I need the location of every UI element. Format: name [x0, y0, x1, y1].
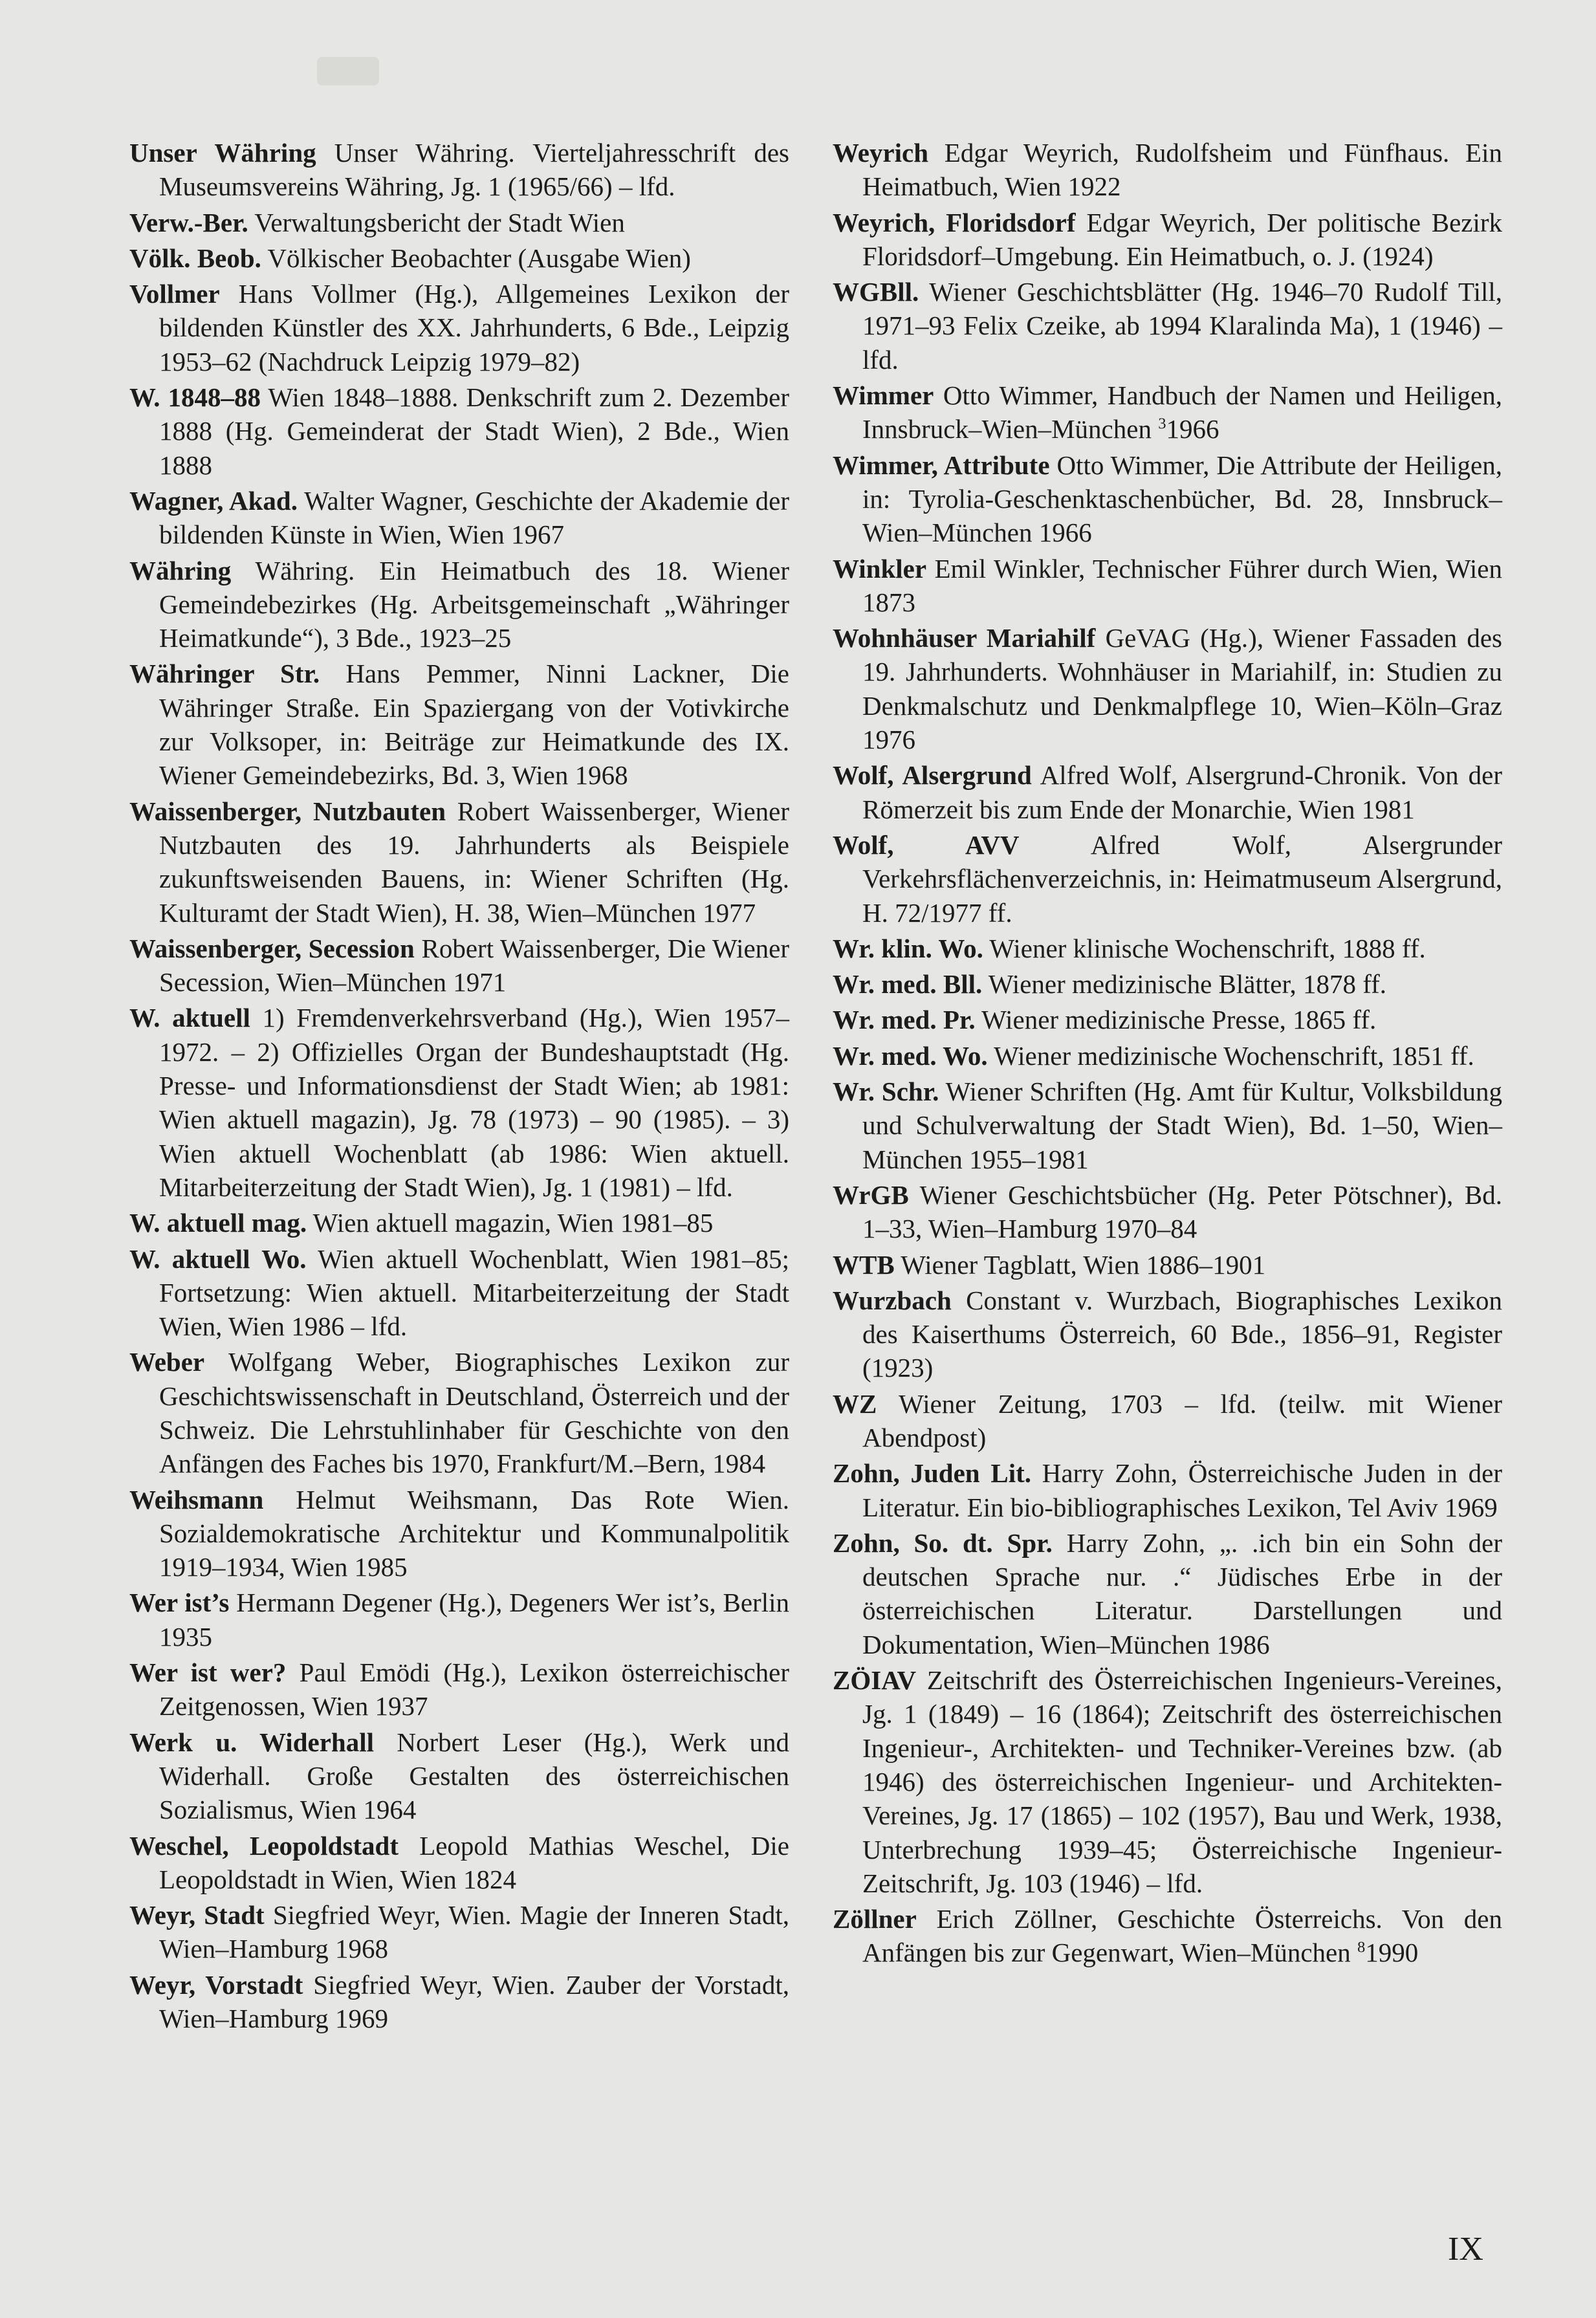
entry-text: Wiener Zeitung, 1703 – lfd. (teilw. mit Wiener Abendpost) [862, 1388, 1502, 1452]
bibliography-entry [129, 1206, 789, 1240]
entry-abbreviation: Weihsmann [129, 1484, 264, 1514]
entry-text: Wiener Tagblatt, Wien 1886–1901 [901, 1249, 1266, 1280]
bibliography-entry [129, 1656, 789, 1723]
bibliography-entry [833, 1284, 1502, 1385]
bibliography-entry [833, 1456, 1502, 1524]
entry-abbreviation: Wer ist’s [129, 1588, 230, 1618]
entry-text: Verwaltungsbericht der Stadt Wien [254, 207, 625, 237]
entry-text: Emil Winkler, Technischer Führer durch Wien, Wien 1873 [862, 553, 1502, 617]
bibliography-entry [833, 758, 1502, 826]
entry-abbreviation: Weyr, Stadt [129, 1900, 265, 1930]
bibliography-entry [129, 1483, 789, 1584]
entry-text: Unser Währing. Vierteljahresschrift des Museumsvereins Währing, Jg. 1 (1965/66) – lfd. [159, 138, 789, 202]
entry-abbreviation: Wolf, Alsergrund [833, 760, 1032, 791]
entry-text: Siegfried Weyr, Wien. Magie der Inneren Stadt, Wien–Hamburg 1968 [159, 1900, 790, 1964]
entry-abbreviation: Waissenberger, Nutzbauten [129, 796, 446, 826]
bibliography-entry [833, 275, 1502, 377]
entry-year: 1990 [1365, 1938, 1419, 1968]
entry-text: Otto Wimmer, Handbuch der Namen und Heiligen, Innsbruck–Wien–München [862, 380, 1502, 444]
entry-abbreviation: Wohnhäuser Mariahilf [833, 623, 1096, 653]
bibliography-entry [129, 1345, 789, 1480]
bibliography-entry [129, 1242, 789, 1344]
entry-abbreviation: Wr. med. Pr. [833, 1005, 976, 1035]
bibliography-entry [833, 1075, 1502, 1176]
bibliography-entry [129, 794, 789, 930]
bibliography-entry [129, 657, 789, 792]
bibliography-entry [129, 1001, 789, 1204]
bibliography-entry [129, 554, 789, 655]
entry-abbreviation: WTB [833, 1249, 895, 1280]
entry-abbreviation: Völk. Beob. [129, 243, 261, 273]
entry-text: Constant v. Wurzbach, Biographisches Lexikon des Kaiserthums Österreich, 60 Bde., 1856–91, Register (1923) [862, 1285, 1502, 1383]
bibliography-entry [833, 448, 1502, 550]
entry-abbreviation: Weyrich [833, 138, 929, 168]
entry-abbreviation: Wer ist wer? [129, 1657, 287, 1688]
edition-superscript: 8 [1357, 1938, 1366, 1956]
entry-abbreviation: W. aktuell mag. [129, 1208, 307, 1238]
bibliography-entry [129, 932, 789, 1000]
entry-text: Leopold Mathias Weschel, Die Leopoldstadt in Wien, Wien 1824 [159, 1830, 789, 1894]
entry-text: Wien 1848–1888. Denkschrift zum 2. Dezember 1888 (Hg. Gemeinderat der Stadt Wien), 2 Bde., Wien 1888 [159, 382, 789, 480]
entry-text: Robert Waissenberger, Wiener Nutzbauten des 19. Jahrhunderts als Beispiele zukunftsweisenden Bauens, in: Wiener Schriften (Hg. Kulturamt der Stadt Wien), H. 38, Wien–München 1977 [159, 796, 789, 928]
entry-text: Norbert Leser (Hg.), Werk und Widerhall. Große Gestalten des österreichischen Sozialismus, Wien 1964 [159, 1727, 789, 1825]
entry-abbreviation: Unser Währing [129, 138, 316, 168]
entry-abbreviation: Weschel, Leopoldstadt [129, 1830, 399, 1861]
entry-abbreviation: Wr. klin. Wo. [833, 933, 983, 963]
bibliography-entry [833, 1663, 1502, 1900]
entry-text: Wiener Schriften (Hg. Amt für Kultur, Volksbildung und Schulverwaltung der Stadt Wien), Bd. 1–50, Wien–München 1955–1981 [862, 1077, 1502, 1174]
page-number: IX [1448, 2231, 1483, 2268]
bibliography-entry [833, 552, 1502, 620]
bibliography-entry [833, 621, 1502, 756]
entry-abbreviation: Währinger Str. [129, 659, 320, 689]
entry-abbreviation: Wurzbach [833, 1285, 952, 1315]
entry-text: GeVAG (Hg.), Wiener Fassaden des 19. Jahrhunderts. Wohnhäuser in Mariahilf, in: Studien zu Denkmalschutz und Denkmalpflege 10, Wien–Köln–Graz 1976 [862, 623, 1503, 755]
entry-abbreviation: W. aktuell Wo. [129, 1243, 307, 1274]
bibliography-entry [833, 1178, 1502, 1246]
bibliography-entry [833, 378, 1502, 446]
entry-abbreviation: Wimmer [833, 380, 934, 411]
entry-abbreviation: WrGB [833, 1179, 909, 1210]
bibliography-entry [833, 1526, 1502, 1661]
bibliography-entry [129, 1898, 789, 1966]
entry-text: Währing. Ein Heimatbuch des 18. Wiener Gemeindebezirkes (Hg. Arbeitsgemeinschaft „Währinger Heimatkunde“), 3 Bde., 1923–25 [159, 555, 789, 653]
bibliography-entry [129, 484, 789, 552]
entry-abbreviation: WGBll. [833, 277, 919, 307]
bibliography-entry [129, 1968, 789, 2036]
entry-text: 1) Fremdenverkehrsverband (Hg.), Wien 1957–1972. – 2) Offizielles Organ der Bundeshauptstadt (Hg. Presse- und Informationsdienst der Stadt Wien; ab 1981: Wien aktuell magazin), Jg. 78 (1973) – 90 (1985). – 3) Wien aktuell Wochenblatt (ab 1986: Wien aktuell. Mitarbeiterzeitung der Stadt Wien), Jg. 1 (1981) – lfd. [159, 1003, 789, 1202]
entry-abbreviation: Wr. med. Bll. [833, 969, 983, 1000]
bibliography-entry [833, 967, 1502, 1001]
entry-text: Wiener medizinische Wochenschrift, 1851 ff. [994, 1040, 1474, 1071]
entry-text: Robert Waissenberger, Die Wiener Secession, Wien–München 1971 [159, 933, 790, 998]
bibliography-entry [129, 1829, 789, 1897]
entry-text: Helmut Weihsmann, Das Rote Wien. Sozialdemokratische Architektur und Kommunalpolitik 1919–1934, Wien 1985 [159, 1484, 789, 1582]
bibliography-entry [833, 1039, 1502, 1073]
entry-text: Alfred Wolf, Alsergrunder Verkehrsflächenverzeichnis, in: Heimatmuseum Alsergrund, H. 72/1977 ff. [862, 829, 1502, 928]
left-column [129, 136, 789, 2037]
entry-abbreviation: Wr. med. Wo. [833, 1040, 988, 1071]
entry-text: Wien aktuell magazin, Wien 1981–85 [312, 1208, 714, 1238]
entry-abbreviation: Währing [129, 555, 232, 585]
right-column [833, 136, 1502, 1972]
entry-abbreviation: Vollmer [129, 279, 220, 309]
entry-text: Wiener klinische Wochenschrift, 1888 ff. [989, 933, 1426, 963]
bibliography-entry [833, 206, 1502, 274]
entry-text: Hans Pemmer, Ninni Lackner, Die Währinger Straße. Ein Spaziergang von der Votivkirche zur Volksoper, in: Beiträge zur Heimatkunde des IX. Wiener Gemeindebezirks, Bd. 3, Wien 1968 [159, 659, 789, 791]
bibliography-entry [833, 828, 1502, 930]
entry-text: Wiener Geschichtsbücher (Hg. Peter Pötschner), Bd. 1–33, Wien–Hamburg 1970–84 [862, 1179, 1502, 1244]
entry-text: Alfred Wolf, Alsergrund-Chronik. Von der Römerzeit bis zum Ende der Monarchie, Wien 1981 [862, 760, 1502, 824]
entry-abbreviation: Wimmer, Attribute [833, 450, 1050, 480]
entry-abbreviation: W. aktuell [129, 1003, 250, 1033]
bibliography-entry [833, 932, 1502, 965]
entry-text: Völkischer Beobachter (Ausgabe Wien) [267, 243, 691, 273]
entry-abbreviation: Verw.-Ber. [129, 207, 248, 237]
bibliography-entry [833, 1248, 1502, 1282]
entry-text: Wiener medizinische Presse, 1865 ff. [981, 1005, 1377, 1035]
bibliography-entry [129, 1725, 789, 1827]
entry-abbreviation: Waissenberger, Secession [129, 933, 415, 963]
page-smudge [317, 57, 379, 85]
entry-abbreviation: W. 1848–88 [129, 382, 261, 413]
edition-superscript: 3 [1158, 415, 1166, 433]
entry-text: Erich Zöllner, Geschichte Österreichs. Von den Anfängen bis zur Gegenwart, Wien–München [862, 1904, 1502, 1968]
entry-abbreviation: Wagner, Akad. [129, 485, 298, 516]
entry-abbreviation: WZ [833, 1388, 877, 1419]
entry-abbreviation: Weyrich, Floridsdorf [833, 207, 1076, 237]
entry-text: Hermann Degener (Hg.), Degeners Wer ist’s, Berlin 1935 [159, 1588, 789, 1652]
entry-abbreviation: Winkler [833, 553, 927, 584]
entry-text: Harry Zohn, „. .ich bin ein Sohn der deutschen Sprache nur. .“ Jüdisches Erbe in der österreichischen Literatur. Darstellungen und Dokumentation, Wien–München 1986 [862, 1527, 1503, 1659]
bibliography-entry [833, 136, 1502, 204]
bibliography-entry [129, 206, 789, 239]
entry-abbreviation: Wolf, AVV [833, 829, 1020, 860]
entry-abbreviation: Zöllner [833, 1904, 917, 1934]
bibliography-entry [129, 380, 789, 482]
bibliography-entry [129, 277, 789, 378]
entry-text: Harry Zohn, Österreichische Juden in der Literatur. Ein bio-bibliographisches Lexikon, Tel Aviv 1969 [862, 1458, 1502, 1522]
entry-abbreviation: Weyr, Vorstadt [129, 1969, 303, 2000]
entry-text: Siegfried Weyr, Wien. Zauber der Vorstadt, Wien–Hamburg 1969 [159, 1969, 789, 2034]
entry-abbreviation: Wr. Schr. [833, 1077, 939, 1107]
entry-text: Edgar Weyrich, Rudolfsheim und Fünfhaus. Ein Heimatbuch, Wien 1922 [862, 138, 1502, 202]
bibliography-entry [833, 1902, 1502, 1970]
entry-abbreviation: Zohn, So. dt. Spr. [833, 1527, 1053, 1558]
entry-text: Walter Wagner, Geschichte der Akademie der bildenden Künste in Wien, Wien 1967 [159, 485, 790, 550]
entry-abbreviation: Weber [129, 1347, 205, 1377]
entry-text: Wolfgang Weber, Biographisches Lexikon zur Geschichtswissenschaft in Deutschland, Österreich und der Schweiz. Die Lehrstuhlinhaber für Geschichte von den Anfängen des Faches bis 1970, Frankfurt/M.–Bern, 1984 [159, 1347, 789, 1479]
entry-text: Zeitschrift des Österreichischen Ingenieurs-Vereines, Jg. 1 (1849) – 16 (1864); Zeitschrift des österreichischen Ingenieur-, Architekten- und Techniker-Vereines bzw. (ab 1946) des österreichischen Ingenieur- und Architekten-Vereines, Jg. 17 (1865) – 102 (1957), Bau und Werk, 1938, Unterbrechung 1939–45; Österreichische Ingenieur-Zeitschrift, Jg. 103 (1946) – lfd. [862, 1665, 1502, 1898]
bibliography-entry [129, 1586, 789, 1654]
bibliography-entry [129, 241, 789, 275]
entry-text: Hans Vollmer (Hg.), Allgemeines Lexikon der bildenden Künstler des XX. Jahrhunderts, 6 Bde., Leipzig 1953–62 (Nachdruck Leipzig 1979–82) [159, 279, 790, 377]
entry-abbreviation: Zohn, Juden Lit. [833, 1458, 1032, 1489]
entry-year: 1966 [1166, 414, 1219, 444]
entry-text: Wiener medizinische Blätter, 1878 ff. [988, 969, 1387, 1000]
bibliography-entry [833, 1387, 1502, 1455]
entry-abbreviation: Werk u. Widerhall [129, 1727, 374, 1757]
entry-text: Wiener Geschichtsblätter (Hg. 1946–70 Rudolf Till, 1971–93 Felix Czeike, ab 1994 Klaralinda Ma), 1 (1946) – lfd. [862, 277, 1502, 375]
entry-text: Edgar Weyrich, Der politische Bezirk Floridsdorf–Umgebung. Ein Heimatbuch, o. J. (1924) [862, 207, 1503, 271]
entry-abbreviation: ZÖIAV [833, 1665, 917, 1696]
entry-text: Paul Emödi (Hg.), Lexikon österreichischer Zeitgenossen, Wien 1937 [159, 1657, 789, 1722]
bibliography-entry [129, 136, 789, 204]
entry-text: Wien aktuell Wochenblatt, Wien 1981–85; Fortsetzung: Wien aktuell. Mitarbeiterzeitung der Stadt Wien, Wien 1986 – lfd. [159, 1243, 789, 1342]
bibliography-entry [833, 1003, 1502, 1036]
entry-text: Otto Wimmer, Die Attribute der Heiligen, in: Tyrolia-Geschenktaschenbücher, Bd. 28, Innsbruck–Wien–München 1966 [862, 450, 1503, 548]
